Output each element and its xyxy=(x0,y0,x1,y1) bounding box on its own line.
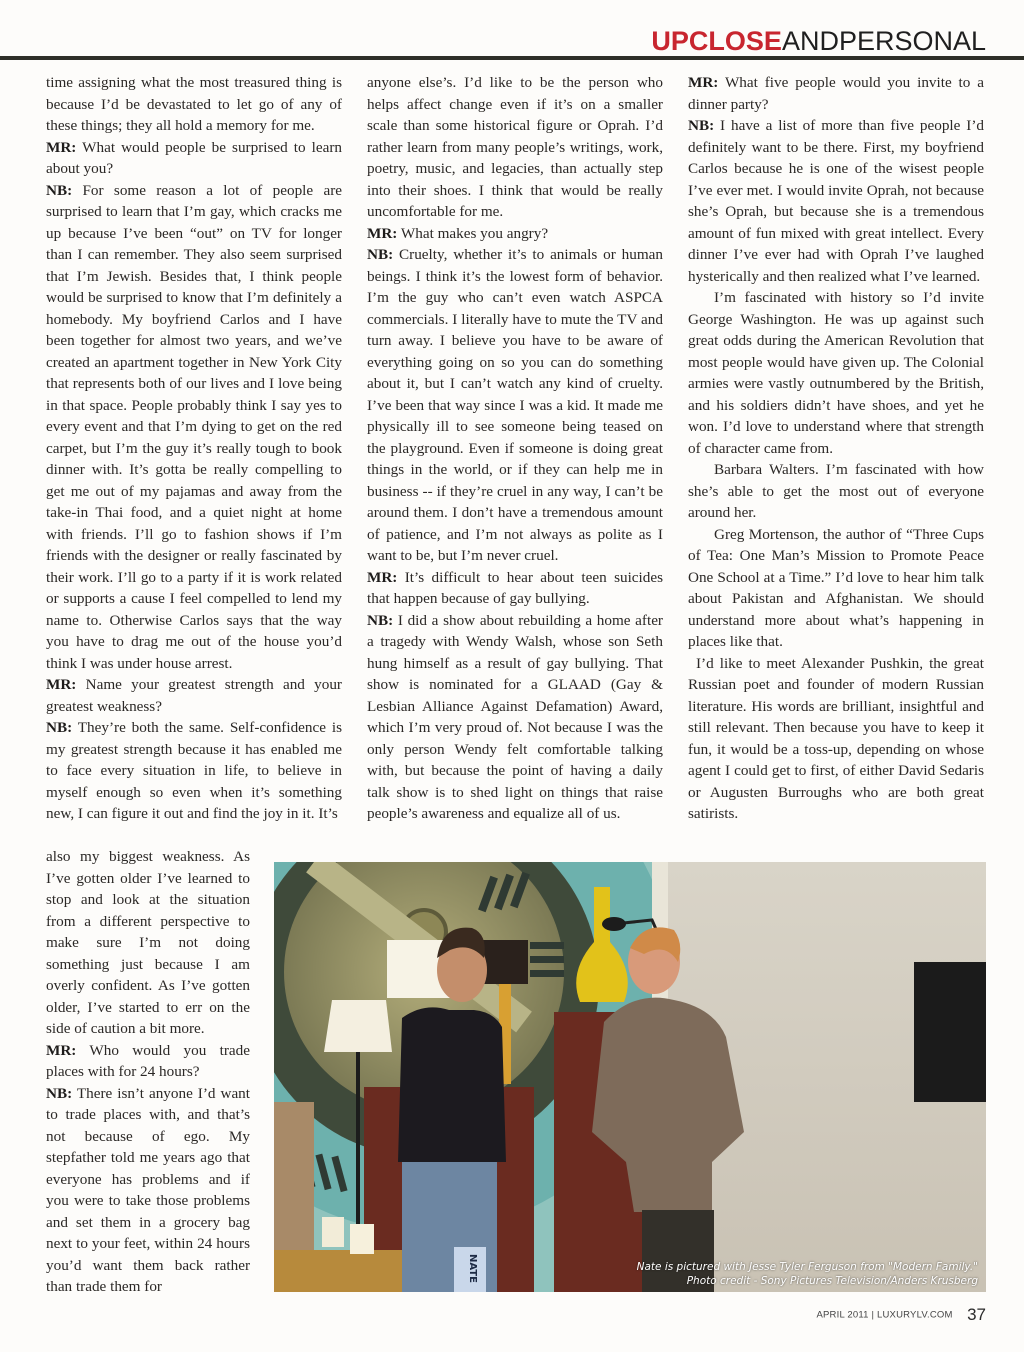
article-column-1-continued xyxy=(46,846,250,1298)
speaker-label: NB: xyxy=(46,1084,73,1102)
armchair xyxy=(274,1102,314,1252)
wall-lamp-head xyxy=(602,917,626,931)
lamp-shade-front xyxy=(324,1000,392,1052)
answer: NB: They’re both the same. Self-confidence is my greatest strength because it has enabled me to face every situation in life, to believe in myself enough so even when it’s something new, I can figure it out and find the joy in it. It’s xyxy=(46,719,342,822)
paragraph: I’m fascinated with history so I’d invite George Washington. He was up against such great odds during the American Revolution that most people would have given up. The Colonial armies were vastly outnumbered by the British, and his soldiers didn’t have shoes, and yet he won. I’d love to understand where that strength of character came from. xyxy=(688,289,984,457)
answer: NB: I have a list of more than five people I’d definitely want to be there. First, my boyfriend Carlos because he is one of the wisest people I’ve ever met. I would invite Oprah, not because she’s Oprah, but because she is a tremendous amount of fun mixed with great intellect. Every dinner I’ve ever had with Oprah I’ve laughed hysterically and then realized what I’ve learned. xyxy=(688,117,984,285)
tv-camera xyxy=(914,962,986,1102)
speaker-label: MR: xyxy=(46,138,77,156)
page-footer xyxy=(816,1305,986,1325)
section-title-accent: UPCLOSE xyxy=(651,26,782,56)
paragraph: anyone else’s. I’d like to be the person who helps affect change even if it’s on a smaller scale than some historical figure or Oprah. I’d rather learn from many people’s writings, work, poetry, music, and legacies, than actually step into their shoes. I think that would be really uncomfortable for me. xyxy=(367,74,663,220)
section-title-rest: ANDPERSONAL xyxy=(781,26,986,56)
speaker-label: NB: xyxy=(46,719,73,736)
speaker-label: MR: xyxy=(367,224,398,242)
candle xyxy=(322,1217,344,1247)
article-column-2 xyxy=(367,72,663,825)
question: MR: What would people be surprised to learn about you? xyxy=(46,138,342,177)
question: MR: Name your greatest strength and your greatest weakness? xyxy=(46,676,342,715)
speaker-label: MR: xyxy=(688,74,719,91)
speaker-label: MR: xyxy=(46,676,77,693)
question: MR: Who would you trade places with for 24 hours? xyxy=(46,1041,250,1080)
header-rule xyxy=(0,56,1024,60)
page-number: 37 xyxy=(967,1305,986,1324)
question: MR: It’s difficult to hear about teen suicides that happen because of gay bullying. xyxy=(367,568,663,607)
speaker-label: NB: xyxy=(46,181,73,199)
article-photo xyxy=(274,862,986,1292)
photo-caption xyxy=(637,1260,978,1288)
question: MR: What five people would you invite to a dinner party? xyxy=(688,74,984,113)
section-title xyxy=(651,26,986,56)
speaker-label: NB: xyxy=(367,246,394,263)
person-nate-cardigan xyxy=(398,1007,506,1162)
answer: NB: For some reason a lot of people are surprised to learn that I’m gay, which cracks me up because I’ve been “out” on TV for longer than I can remember. They also seem surprised that I’m Jewish. Besides that, I think people would be surprised to know that I’m definitely a homebody. My boyfriend Carlos and I have been together for almost two years, and we’ve created an apartment together in New York City that represents both of our lives and I love being in that space. People probably think I say yes to every event and that I’m dying to get on the red carpet, but I’m the guy it’s really tough to book dinner with. It’s gotta be really compelling to get me out of my pajamas and away from the take-in Thai food, and a quiet night at home with friends. I’ll go to fashion shows if I’m friends with the designer or really fascinated by their work. I’ll go to a party if it is work related or supports a cause I feel compelled to lend my name to. Otherwise Carlos says that the way you have to drag me out of the house you’d think I was under house arrest. xyxy=(46,181,342,672)
paragraph: time assigning what the most treasured thing is because I’d be devastated to let go of any of these things; they all hold a memory for me. xyxy=(46,74,342,134)
nate-card-text: NATE xyxy=(467,1254,478,1283)
speaker-label: NB: xyxy=(367,611,394,629)
article-column-1 xyxy=(46,72,342,825)
photo-credit: Photo credit - Sony Pictures Television/Anders Krusberg xyxy=(686,1275,978,1287)
caption-line: Nate is pictured with Jesse Tyler Ferguson from "Modern Family." xyxy=(636,1261,978,1273)
candle xyxy=(350,1224,374,1254)
lamp-pole xyxy=(356,1052,360,1252)
answer: NB: Cruelty, whether it’s to animals or human beings. I think it’s the lowest form of behavior. I’m the guy who can’t even watch ASPCA commercials. I literally have to mute the TV and turn away. I believe you have to be aware of everything going on so you can do something about it, but I can’t watch any kind of cruelty. I’ve been that way since I was a kid. It made me physically ill to see someone being teased on the playground. Even if someone is doing great things in the world, or if they can help me in business -- if they’re cruel in any way, I can’t be around them. I don’t have a tremendous amount of patience, and I’m not always as polite as I want to be, but I’m never cruel. xyxy=(367,246,663,564)
speaker-label: MR: xyxy=(46,1041,77,1059)
paragraph: Greg Mortenson, the author of “Three Cups of Tea: One Man’s Mission to Promote Peace One School at a Time.” I’d love to hear him talk about Pakistan and Afghanistan. We should understand more about what’s happening in places like that. xyxy=(688,525,984,650)
paragraph: I’d like to meet Alexander Pushkin, the great Russian poet and founder of modern Russian literature. His words are brilliant, insightful and still relevant. Then because you have to keep it fun, it would be a toss-up, depending on whose agent I could get to first, of either David Sedaris or Augusten Burroughs who are both great satirists. xyxy=(688,654,984,822)
answer: NB: I did a show about rebuilding a home after a tragedy with Wendy Walsh, whose son Seth hung himself as a result of gay bullying. That show is nominated for a GLAAD (Gay & Lesbian Alliance Against Defamation) Award, which I’m very proud of. Not because I was the only person Wendy felt comfortable talking with, but because the point of having a daily talk show is to shed light on things that raise people’s awareness and equalize all of us. xyxy=(367,611,663,822)
speaker-label: MR: xyxy=(367,568,398,586)
photo-illustration xyxy=(274,862,986,1292)
article-column-3 xyxy=(688,72,984,825)
speaker-label: NB: xyxy=(688,117,715,134)
question: MR: What makes you angry? xyxy=(367,224,549,242)
answer: NB: There isn’t anyone I’d want to trade places with, and that’s not because of ego. My stepfather told me years ago that everyone has problems and if you were to take those problems and set them in a grocery bag next to your feet, within 24 hours you’d want them back rather than trade them for xyxy=(46,1084,250,1295)
paragraph: also my biggest weakness. As I’ve gotten older I’ve learned to stop and look at the situation from a different perspective to make sure I’m not doing something just because I am overly confident. As I’ve gotten older, I’ve started to err on the side of caution a bit more. xyxy=(46,848,250,1037)
issue-and-site: APRIL 2011 | LUXURYLV.COM xyxy=(816,1309,953,1321)
paragraph: Barbara Walters. I’m fascinated with how she’s able to get the most out of everyone around her. xyxy=(688,461,984,521)
